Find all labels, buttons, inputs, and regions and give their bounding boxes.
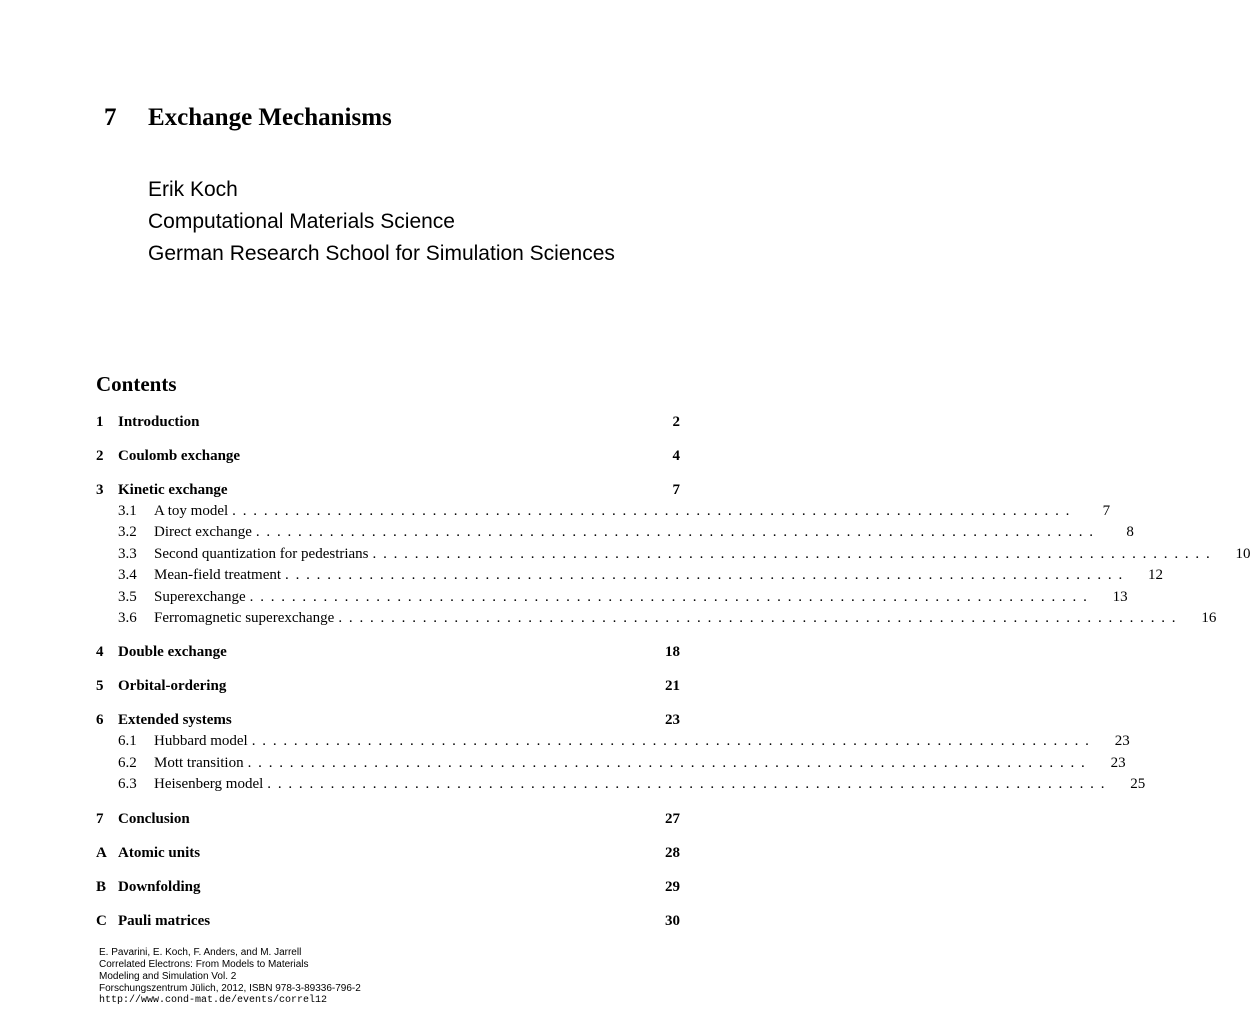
toc-section-title: Conclusion bbox=[118, 810, 190, 827]
toc-section-title: Downfolding bbox=[118, 878, 201, 895]
toc-subsection-number: 3.3 bbox=[118, 545, 137, 562]
toc-subsection-title: Mott transition bbox=[154, 754, 244, 771]
toc-dot-leader: ................................................................................ bbox=[247, 754, 1092, 771]
toc-dot-leader: ................................................................................ bbox=[372, 545, 1217, 562]
toc-section-page: 27 bbox=[665, 810, 680, 827]
toc-section-page: 30 bbox=[665, 912, 680, 929]
toc-section-title: Atomic units bbox=[118, 844, 201, 861]
toc-subsection-title: Second quantization for pedestrians bbox=[154, 545, 369, 562]
toc-subsection-number: 6.1 bbox=[118, 733, 137, 750]
toc-subsection-title: Superexchange bbox=[154, 588, 246, 605]
footer-line: Modeling and Simulation Vol. 2 bbox=[99, 971, 237, 982]
toc-section-row[interactable] bbox=[96, 809, 680, 830]
toc-subsection-number: 3.4 bbox=[118, 567, 137, 584]
toc-subsection-page: 23 bbox=[1114, 733, 1130, 750]
chapter-heading bbox=[104, 104, 392, 132]
toc-subsection-number: 3.2 bbox=[118, 524, 137, 541]
toc-section-row[interactable] bbox=[96, 642, 680, 663]
toc-section-title: Coulomb exchange bbox=[118, 448, 241, 464]
toc-section-page: 28 bbox=[665, 844, 680, 861]
toc-section-title: Double exchange bbox=[118, 644, 227, 661]
toc-subsection-row[interactable] bbox=[96, 608, 1217, 629]
toc-subsection-title: Direct exchange bbox=[154, 524, 252, 541]
footer-citation bbox=[99, 947, 361, 1007]
toc-section-number: 5 bbox=[96, 678, 104, 695]
toc-subsection-page: 13 bbox=[1112, 588, 1128, 605]
toc-dot-leader: ................................................................................ bbox=[285, 567, 1130, 584]
toc-section-page: 29 bbox=[665, 878, 680, 895]
toc-subsection-title: A toy model bbox=[154, 503, 229, 519]
toc-dot-leader: ................................................................................ bbox=[251, 733, 1096, 750]
toc-dot-leader: ................................................................................ bbox=[249, 588, 1094, 605]
toc-subsection-title: Mean-field treatment bbox=[154, 567, 282, 584]
author-institution: German Research School for Simulation Sciences bbox=[148, 242, 615, 265]
toc-section-page: 4 bbox=[672, 448, 680, 464]
toc-section-title: Pauli matrices bbox=[118, 912, 211, 929]
toc-section-number: C bbox=[96, 912, 107, 929]
toc-section-row[interactable] bbox=[96, 843, 680, 864]
toc-section-page: 7 bbox=[672, 482, 680, 498]
toc-section-page: 23 bbox=[665, 712, 680, 729]
footer-line: Correlated Electrons: From Models to Materials bbox=[99, 959, 309, 970]
toc-subsection-row[interactable] bbox=[96, 501, 1111, 522]
toc-section-number: B bbox=[96, 878, 107, 895]
toc-section-page: 18 bbox=[665, 644, 680, 661]
toc-subsection-row[interactable] bbox=[96, 774, 1146, 795]
toc-dot-leader: ................................................................................ bbox=[267, 776, 1112, 793]
toc-subsection-number: 3.5 bbox=[118, 588, 137, 605]
toc-subsection-page: 7 bbox=[1102, 503, 1111, 519]
toc-subsection-page: 10 bbox=[1235, 545, 1251, 562]
toc-subsection-number: 6.3 bbox=[118, 776, 137, 793]
chapter-title: Exchange Mechanisms bbox=[148, 104, 392, 131]
toc-subsection-title: Heisenberg model bbox=[154, 776, 264, 793]
toc-subsection-row[interactable] bbox=[96, 565, 1164, 586]
toc-section-row[interactable] bbox=[96, 877, 680, 898]
toc-subsection-title: Ferromagnetic superexchange bbox=[154, 609, 335, 626]
toc-dot-leader: ................................................................................ bbox=[255, 524, 1100, 541]
footer-url[interactable]: http://www.cond-mat.de/events/correl12 bbox=[99, 995, 328, 1006]
toc-section-row[interactable] bbox=[96, 480, 680, 501]
footer-line: E. Pavarini, E. Koch, F. Anders, and M. Jarrell bbox=[99, 947, 302, 958]
toc-subsection-page: 8 bbox=[1126, 524, 1134, 541]
toc-section-row[interactable] bbox=[96, 710, 680, 731]
author-name: Erik Koch bbox=[148, 178, 238, 201]
toc-subsection-page: 16 bbox=[1201, 609, 1217, 626]
chapter-number: 7 bbox=[104, 104, 117, 131]
toc-subsection-title: Hubbard model bbox=[154, 733, 248, 750]
toc-dot-leader: ................................................................................ bbox=[232, 503, 1077, 519]
toc-section-title: Introduction bbox=[118, 414, 200, 430]
toc-section-row[interactable] bbox=[96, 412, 680, 433]
toc-section-page: 2 bbox=[672, 414, 680, 430]
toc-section-page: 21 bbox=[665, 678, 680, 695]
toc-subsection-row[interactable] bbox=[96, 731, 1130, 752]
toc-section-number: A bbox=[96, 844, 107, 861]
toc-subsection-row[interactable] bbox=[96, 587, 1128, 608]
toc-section-row[interactable] bbox=[96, 446, 680, 467]
toc-section-title: Kinetic exchange bbox=[118, 482, 228, 498]
toc-section-number: 2 bbox=[96, 448, 104, 464]
toc-section-title: Orbital-ordering bbox=[118, 678, 227, 695]
toc-dot-leader: ................................................................................ bbox=[338, 609, 1183, 626]
toc-section-number: 3 bbox=[96, 482, 104, 498]
toc-subsection-number: 6.2 bbox=[118, 754, 137, 771]
toc-subsection-number: 3.6 bbox=[118, 609, 137, 626]
toc-subsection-number: 3.1 bbox=[118, 503, 137, 519]
toc-section-row[interactable] bbox=[96, 676, 680, 697]
toc-subsection-page: 23 bbox=[1110, 754, 1126, 771]
toc-section-title: Extended systems bbox=[118, 712, 232, 729]
toc-subsection-page: 25 bbox=[1130, 776, 1146, 793]
toc-section-row[interactable] bbox=[96, 911, 680, 932]
table-of-contents bbox=[96, 412, 1251, 932]
toc-subsection-row[interactable] bbox=[96, 544, 1251, 565]
toc-section-number: 1 bbox=[96, 414, 104, 430]
author-department: Computational Materials Science bbox=[148, 210, 455, 233]
toc-subsection-page: 12 bbox=[1148, 567, 1164, 584]
toc-subsection-row[interactable] bbox=[96, 753, 1126, 774]
footer-line: Forschungszentrum Jülich, 2012, ISBN 978-3-89336-796-2 bbox=[99, 983, 361, 994]
toc-section-number: 7 bbox=[96, 810, 104, 827]
toc-section-number: 6 bbox=[96, 712, 104, 729]
author-block bbox=[148, 174, 615, 270]
contents-heading: Contents bbox=[96, 372, 177, 396]
toc-section-number: 4 bbox=[96, 644, 104, 661]
toc-subsection-row[interactable] bbox=[96, 522, 1134, 543]
